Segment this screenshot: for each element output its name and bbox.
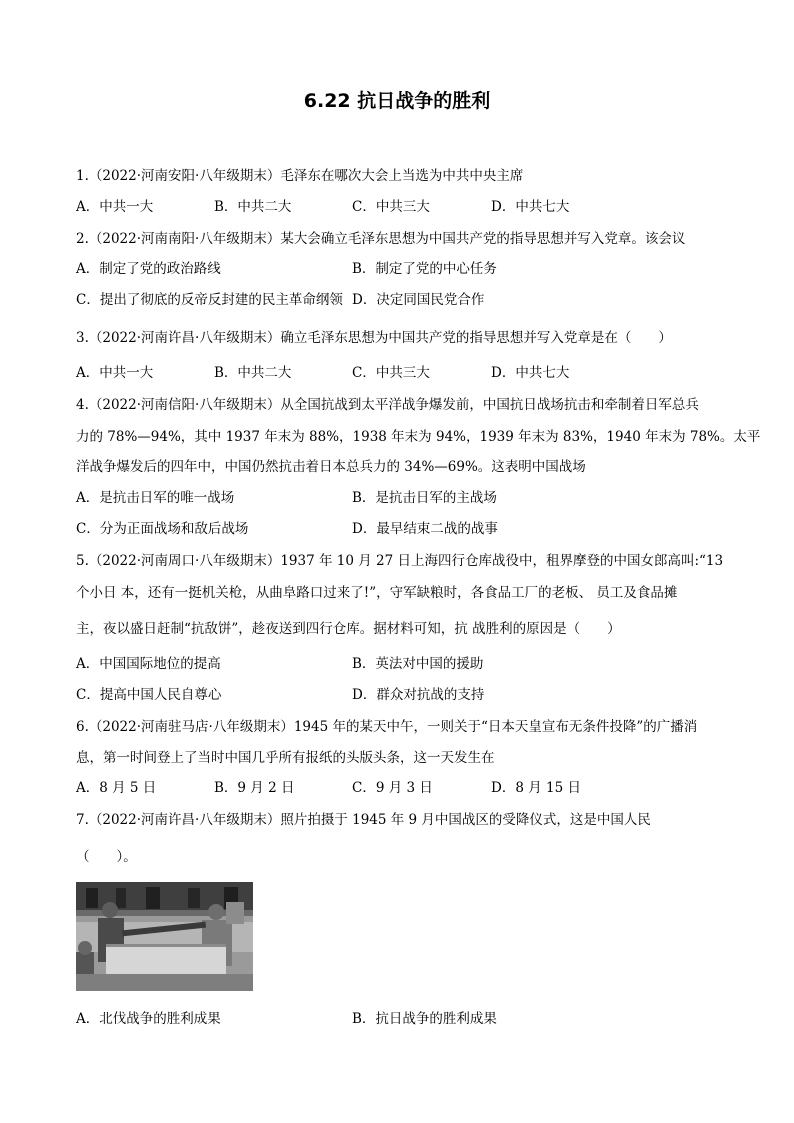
question-5-stem-line-2: 个小日 本，还有一挺机关枪，从曲阜路口过来了!”，守军缺粮时，各食品工厂的老板、 员工及食品摊 xyxy=(76,585,678,601)
q5-option-a[interactable]: A．中国国际地位的提高 xyxy=(76,656,221,672)
q4-option-d[interactable]: D．最早结束二战的战事 xyxy=(352,521,498,537)
question-1-stem: 1.（2022·河南安阳·八年级期末）毛泽东在哪次大会上当选为中共中央主席 xyxy=(76,168,524,184)
q1-option-d[interactable]: D．中共七大 xyxy=(491,199,570,215)
question-6-stem-line-1: 6.（2022·河南驻马店·八年级期末）1945 年的某天中午，一则关于“日本天皇宣布无条件投降”的广播消 xyxy=(76,719,698,735)
question-4-stem-line-2: 力的 78%—94%，其中 1937 年末为 88%，1938 年末为 94%，1939 年末为 83%，1940 年末为 78%。太平 xyxy=(76,429,761,445)
question-2-stem: 2.（2022·河南南阳·八年级期末）某大会确立毛泽东思想为中国共产党的指导思想并写入党章。该会议 xyxy=(76,231,686,247)
q4-option-c[interactable]: C．分为正面战场和敌后战场 xyxy=(76,521,249,537)
question-7-stem-line-1: 7.（2022·河南许昌·八年级期末）照片拍摄于 1945 年 9 月中国战区的受降仪式，这是中国人民 xyxy=(76,812,651,828)
q5-option-c[interactable]: C．提高中国人民自尊心 xyxy=(76,687,222,703)
q3-option-b[interactable]: B．中共二大 xyxy=(214,365,292,381)
q1-option-a[interactable]: A．中共一大 xyxy=(76,199,154,215)
question-5-stem-line-3: 主，夜以盛日赶制“抗敌饼”，趁夜送到四行仓库。据材料可知，抗 战胜利的原因是（ ） xyxy=(76,621,621,637)
q7-option-b[interactable]: B．抗日战争的胜利成果 xyxy=(352,1011,497,1027)
q2-option-d[interactable]: D．决定同国民党合作 xyxy=(352,292,485,308)
q3-option-a[interactable]: A．中共一大 xyxy=(76,365,154,381)
q2-option-a[interactable]: A．制定了党的政治路线 xyxy=(76,261,221,277)
question-4-stem-line-1: 4.（2022·河南信阳·八年级期末）从全国抗战到太平洋战争爆发前，中国抗日战场抗击和牵制着日军总兵 xyxy=(76,397,699,413)
q6-option-c[interactable]: C．9 月 3 日 xyxy=(352,780,433,796)
q3-option-c[interactable]: C．中共三大 xyxy=(352,365,430,381)
question-5-stem-line-1: 5.（2022·河南周口·八年级期末）1937 年 10 月 27 日上海四行仓库战役中，租界摩登的中国女郎高叫:“13 xyxy=(76,553,724,569)
q1-option-c[interactable]: C．中共三大 xyxy=(352,199,430,215)
surrender-ceremony-photo xyxy=(76,882,253,991)
page-title: 6.22 抗日战争的胜利 xyxy=(303,90,491,112)
q4-option-b[interactable]: B．是抗击日军的主战场 xyxy=(352,490,497,506)
question-3-stem: 3.（2022·河南许昌·八年级期末）确立毛泽东思想为中国共产党的指导思想并写入党章是在（ ） xyxy=(76,330,672,346)
q6-option-d[interactable]: D．8 月 15 日 xyxy=(491,780,581,796)
q2-option-c[interactable]: C．提出了彻底的反帝反封建的民主革命纲领 xyxy=(76,292,343,308)
q7-option-a[interactable]: A．北伐战争的胜利成果 xyxy=(76,1011,221,1027)
q1-option-b[interactable]: B．中共二大 xyxy=(214,199,292,215)
q4-option-a[interactable]: A．是抗击日军的唯一战场 xyxy=(76,490,235,506)
question-6-stem-line-2: 息，第一时间登上了当时中国几乎所有报纸的头版头条，这一天发生在 xyxy=(76,750,495,766)
q5-option-b[interactable]: B．英法对中国的援助 xyxy=(352,656,484,672)
q5-option-d[interactable]: D．群众对抗战的支持 xyxy=(352,687,485,703)
q6-option-a[interactable]: A．8 月 5 日 xyxy=(76,780,157,796)
q2-option-b[interactable]: B．制定了党的中心任务 xyxy=(352,261,497,277)
question-7-stem-line-2: （ ）。 xyxy=(76,849,137,865)
q3-option-d[interactable]: D．中共七大 xyxy=(491,365,570,381)
q6-option-b[interactable]: B．9 月 2 日 xyxy=(214,780,295,796)
question-4-stem-line-3: 洋战争爆发后的四年中，中国仍然抗击着日本总兵力的 34%—69%。这表明中国战场 xyxy=(76,459,586,475)
